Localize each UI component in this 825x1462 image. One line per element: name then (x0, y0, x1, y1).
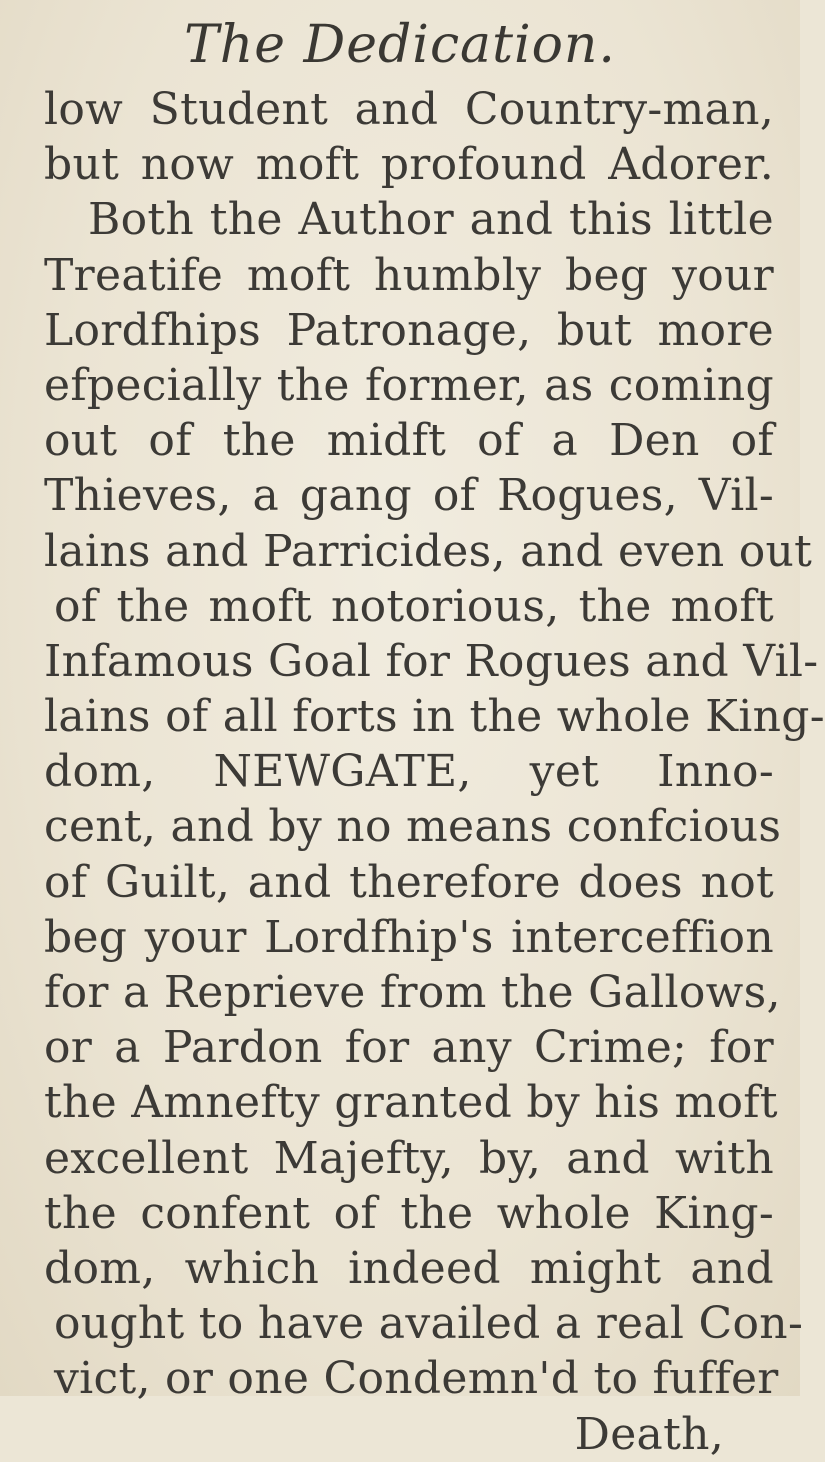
catchword: Death, (574, 1408, 724, 1460)
text-line-11: Infamous Goal for Rogues and Vil- (44, 635, 819, 687)
text-line-20: excellent Majefty, by, and with (44, 1132, 774, 1184)
text-line-16: beg your Lordfhip's interceffion (44, 911, 774, 963)
text-line-12: lains of all forts in the whole King- (44, 691, 825, 743)
text-line-8: Thieves, a gang of Rogues, Vil- (44, 470, 774, 522)
running-header: The Dedication. (184, 15, 616, 75)
text-line-15: of Guilt, and therefore does not (44, 856, 774, 908)
text-line-3: Both the Author and this little (88, 194, 774, 246)
text-line-23: ought to have availed a real Con- (54, 1298, 804, 1350)
text-line-14: cent, and by no means confcious (44, 801, 782, 853)
text-line-18: or a Pardon for any Crime; for (44, 1022, 774, 1074)
text-line-4: Treatife moft humbly beg your (44, 249, 774, 301)
text-line-21: the confent of the whole King- (44, 1187, 774, 1239)
body-text (44, 82, 825, 1462)
text-line-7: out of the midft of a Den of (44, 415, 774, 467)
text-line-5: Lordfhips Patronage, but more (44, 304, 774, 356)
text-line-19: the Amnefty granted by his moft (44, 1077, 778, 1129)
text-line-24: vict, or one Condemn'd to fuffer (54, 1353, 779, 1405)
text-line-2: but now moft profound Adorer. (44, 139, 774, 191)
text-line-10: of the moft notorious, the moft (54, 580, 774, 632)
text-line-9: lains and Parricides, and even out (44, 525, 813, 577)
text-line-1: low Student and Country-man, (44, 84, 774, 135)
text-line-17: for a Reprieve from the Gallows, (44, 967, 781, 1018)
text-line-6: efpecially the former, as coming (44, 359, 774, 411)
text-line-22: dom, which indeed might and (44, 1242, 774, 1294)
text-line-13: dom, NEWGATE, yet Inno- (44, 746, 774, 798)
